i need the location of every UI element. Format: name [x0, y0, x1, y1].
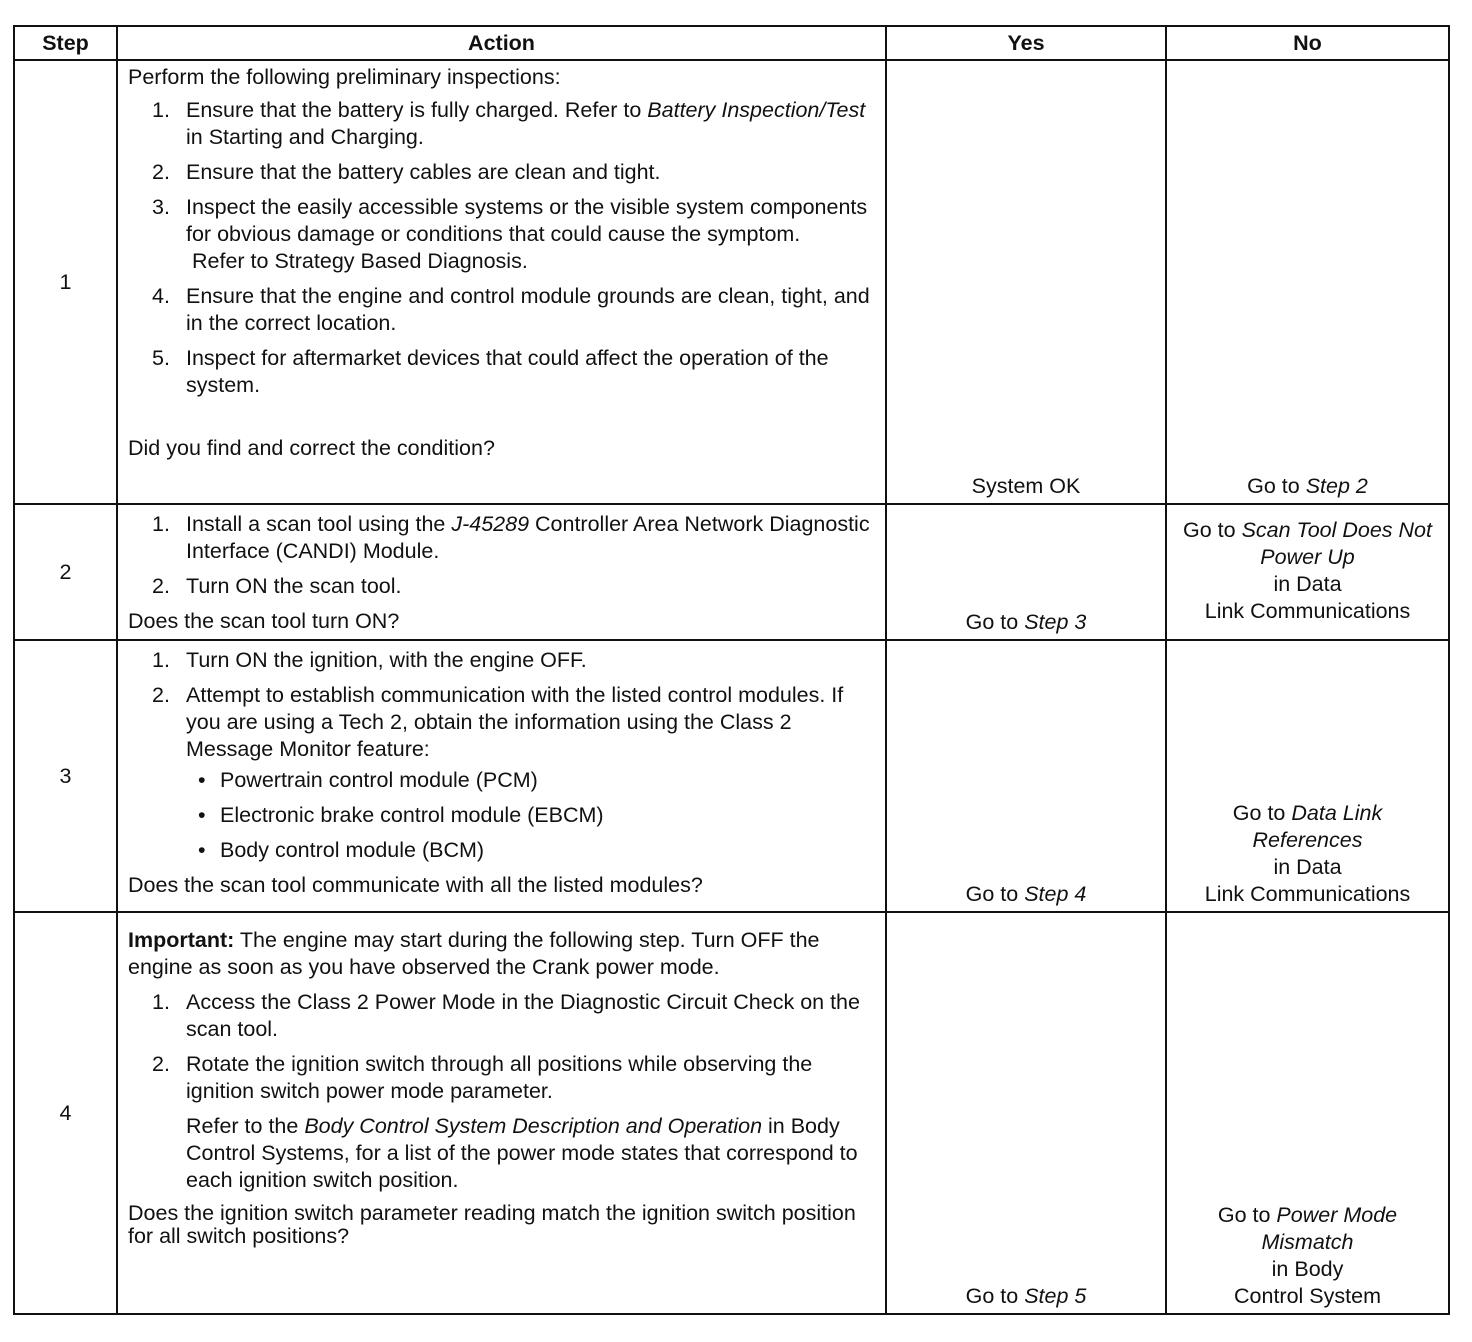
reference-link[interactable]: Power Mode Mismatch: [1261, 1203, 1398, 1254]
header-no: No: [1166, 26, 1449, 60]
yes-cell: Go to Step 3: [886, 504, 1166, 640]
no-cell: Go to Data Link References in Data Link Communications: [1166, 640, 1449, 912]
list-item: 2. Rotate the ignition switch through all positions while observing the ignition switch power mode parameter. Refer to the Body Control System Description and Operation in Body Control Systems, for a list of the power mode states that correspond to each ignition switch position.: [152, 1052, 858, 1192]
action-cell: [117, 60, 886, 504]
yes-cell: System OK: [886, 60, 1166, 504]
step-number: 1: [14, 60, 117, 504]
action-question: Does the scan tool communicate with all the listed modules?: [128, 873, 703, 897]
no-cell: Go to Step 2: [1166, 60, 1449, 504]
list-item: • Powertrain control module (PCM): [198, 768, 538, 792]
header-step: Step: [14, 26, 117, 60]
module-list: [186, 767, 875, 864]
header-yes: Yes: [886, 26, 1166, 60]
no-cell: Go to Power Mode Mismatch in Body Control System: [1166, 912, 1449, 1314]
list-item: • Body control module (BCM): [198, 838, 485, 862]
list-item: 1. Turn ON the ignition, with the engine OFF.: [152, 648, 587, 672]
important-note: Important: The engine may start during the following step. Turn OFF the engine as soon as you have observed the Crank power mode.: [128, 928, 820, 979]
action-cell: [117, 504, 886, 640]
no-cell: Go to Scan Tool Does Not Power Up in Data Link Communications: [1166, 504, 1449, 640]
table-row: [14, 640, 1449, 912]
action-question: Did you find and correct the condition?: [128, 436, 495, 460]
yes-cell: Go to Step 4: [886, 640, 1166, 912]
action-list: [128, 989, 875, 1194]
action-cell: [117, 912, 886, 1314]
list-item: 1. Install a scan tool using the J-45289 Controller Area Network Diagnostic Interface (CANDI) Module.: [152, 512, 870, 563]
step-link[interactable]: Step 5: [1024, 1284, 1087, 1308]
step-link[interactable]: Step 4: [1024, 882, 1087, 906]
action-list: [128, 97, 875, 399]
step-link[interactable]: Step 2: [1305, 474, 1368, 498]
list-item: 4. Ensure that the engine and control module grounds are clean, tight, and in the correct location.: [152, 284, 870, 335]
header-action: Action: [117, 26, 886, 60]
table-row: [14, 60, 1449, 504]
diagnostic-table: [13, 25, 1450, 1315]
list-item: 2. Ensure that the battery cables are clean and tight.: [152, 160, 661, 184]
action-list: [128, 647, 875, 864]
yes-cell: Go to Step 5: [886, 912, 1166, 1314]
list-item: 1. Ensure that the battery is fully charged. Refer to Battery Inspection/Test in Starting and Charging.: [152, 98, 866, 149]
list-item: 2. Attempt to establish communication with the listed control modules. If you are using a Tech 2, obtain the information using the Class 2 Message Monitor feature: • Powertrain control module (PCM) • Electronic brake control module (EBCM) • Body control module (BCM): [152, 682, 875, 864]
reference-link[interactable]: Data Link References: [1252, 801, 1383, 852]
list-item: 5. Inspect for aftermarket devices that could affect the operation of the system.: [152, 346, 829, 397]
action-question: Does the ignition switch parameter reading match the ignition switch position for all switch positions?: [128, 1201, 856, 1248]
step-number: 2: [14, 504, 117, 640]
list-item: 1. Access the Class 2 Power Mode in the Diagnostic Circuit Check on the scan tool.: [152, 990, 860, 1041]
action-list: [128, 511, 875, 600]
reference-link[interactable]: Scan Tool Does Not Power Up: [1241, 517, 1432, 569]
table-row: [14, 504, 1449, 640]
action-cell: [117, 640, 886, 912]
action-intro: Perform the following preliminary inspections:: [128, 65, 561, 89]
table-row: [14, 912, 1449, 1314]
list-item: • Electronic brake control module (EBCM): [198, 803, 604, 827]
action-question: Does the scan tool turn ON?: [128, 609, 400, 633]
step-number: 4: [14, 912, 117, 1314]
list-item: 3. Inspect the easily accessible systems or the visible system components for obvious damage or conditions that could cause the symptom. Refer to Strategy Based Diagnosis.: [152, 195, 868, 273]
step-link[interactable]: Step 3: [1024, 610, 1087, 634]
list-item: 2. Turn ON the scan tool.: [152, 574, 402, 598]
header-row: [14, 26, 1449, 60]
step-number: 3: [14, 640, 117, 912]
